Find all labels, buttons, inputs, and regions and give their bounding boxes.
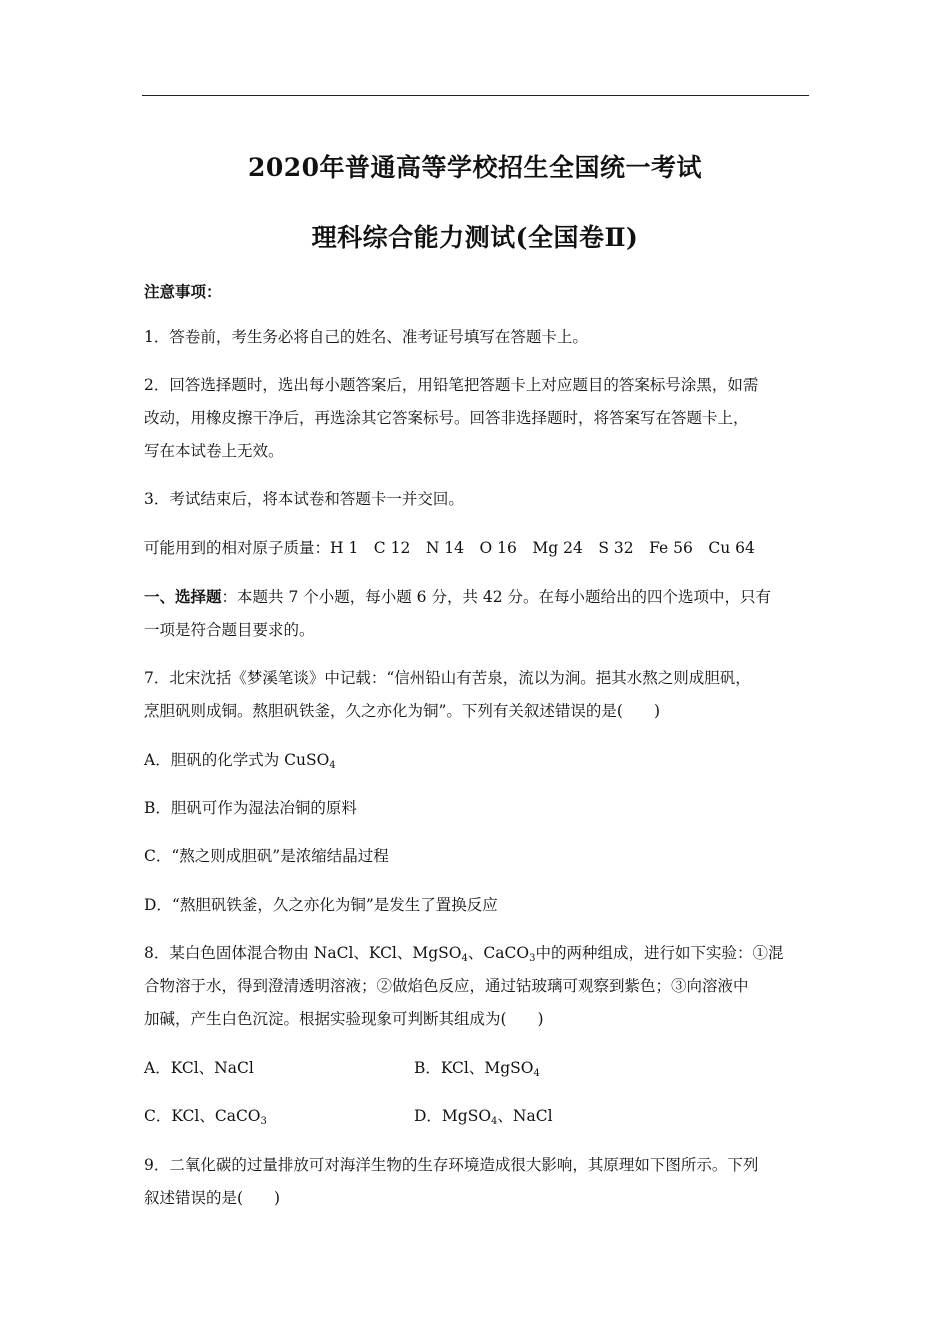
q8-option-d: [414, 1106, 553, 1126]
q7-stem-line-1: 7．北宋沈括《梦溪笔谈》中记载：“信州铅山有苦泉，流以为涧。挹其水熬之则成胆矾，: [144, 669, 751, 687]
q8-option-a: A．KCl、NaCl: [144, 1059, 254, 1077]
notice-item-2-line-2: 改动，用橡皮擦干净后，再选涂其它答案标号。回答非选择题时，将答案写在答题卡上，: [144, 409, 749, 427]
section-1-intro-line-2: 一项是符合题目要求的。: [144, 621, 315, 639]
q8-option-d-text-b: 、NaCl: [497, 1107, 553, 1125]
exam-subtitle: 理科综合能力测试(全国卷Ⅱ): [311, 223, 639, 252]
q8-stem-text-a: 8．某白色固体混合物由 NaCl、KCl、MgSO: [144, 944, 462, 962]
q8-stem-line-1: [144, 943, 783, 963]
q8-stem-subscript-1: 4: [461, 953, 468, 964]
q8-option-c-text: C．KCl、CaCO: [144, 1107, 261, 1125]
q8-option-d-text-a: D．MgSO: [414, 1107, 492, 1125]
q7-option-b: B．胆矾可作为湿法冶铜的原料: [144, 799, 357, 817]
notice-item-2-line-3: 写在本试卷上无效。: [144, 442, 284, 460]
notice-item-2-line-1: 2．回答选择题时，选出每小题答案后，用铅笔把答题卡上对应题目的答案标号涂黑，如需: [144, 376, 759, 394]
atomic-masses: 可能用到的相对原子质量：H 1 C 12 N 14 O 16 Mg 24 S 32 Fe 56 Cu 64: [144, 539, 755, 557]
section-1-intro-line-1: [144, 587, 771, 607]
q7-option-c: C．“熬之则成胆矾”是浓缩结晶过程: [144, 847, 389, 865]
q8-option-b: [414, 1058, 540, 1078]
q8-stem-text-b: 、CaCO: [467, 944, 530, 962]
notice-item-3: 3．考试结束后，将本试卷和答题卡一并交回。: [144, 490, 464, 508]
q8-option-b-text: B．KCl、MgSO: [414, 1059, 534, 1077]
q8-option-c-subscript: 3: [260, 1116, 267, 1127]
q8-stem-subscript-2: 3: [529, 953, 536, 964]
q7-option-a-text: A．胆矾的化学式为 CuSO: [144, 751, 330, 769]
q8-option-c: [144, 1106, 267, 1126]
section-1-heading: 一、选择题: [144, 587, 222, 606]
exam-title: 2020年普通高等学校招生全国统一考试: [247, 153, 703, 182]
q7-option-d: D．“熬胆矾铁釜，久之亦化为铜”是发生了置换反应: [144, 896, 498, 914]
section-1-intro-text: ：本题共 7 个小题，每小题 6 分，共 42 分。在每小题给出的四个选项中，只有: [221, 588, 772, 606]
q9-stem-line-2: 叙述错误的是( ): [144, 1189, 281, 1207]
q7-stem-line-2: 烹胆矾则成铜。熬胆矾铁釜，久之亦化为铜”。下列有关叙述错误的是( ): [144, 702, 661, 720]
notice-heading: 注意事项：: [144, 282, 222, 301]
q8-stem-text-c: 中的两种组成，进行如下实验：①混: [535, 944, 784, 962]
q9-stem-line-1: 9．二氧化碳的过量排放可对海洋生物的生存环境造成很大影响，其原理如下图所示。下列: [144, 1156, 759, 1174]
q7-option-a-subscript: 4: [329, 760, 336, 771]
q8-option-b-subscript: 4: [533, 1068, 540, 1079]
q7-option-a: [144, 750, 336, 770]
q8-stem-line-3: 加碱，产生白色沉淀。根据实验现象可判断其组成为( ): [144, 1010, 544, 1028]
q8-option-d-subscript: 4: [491, 1116, 498, 1127]
q8-stem-line-2: 合物溶于水，得到澄清透明溶液；②做焰色反应，通过钴玻璃可观察到紫色；③向溶液中: [144, 977, 749, 995]
header-rule: [142, 95, 809, 96]
notice-item-1: 1．答卷前，考生务必将自己的姓名、准考证号填写在答题卡上。: [144, 328, 588, 346]
